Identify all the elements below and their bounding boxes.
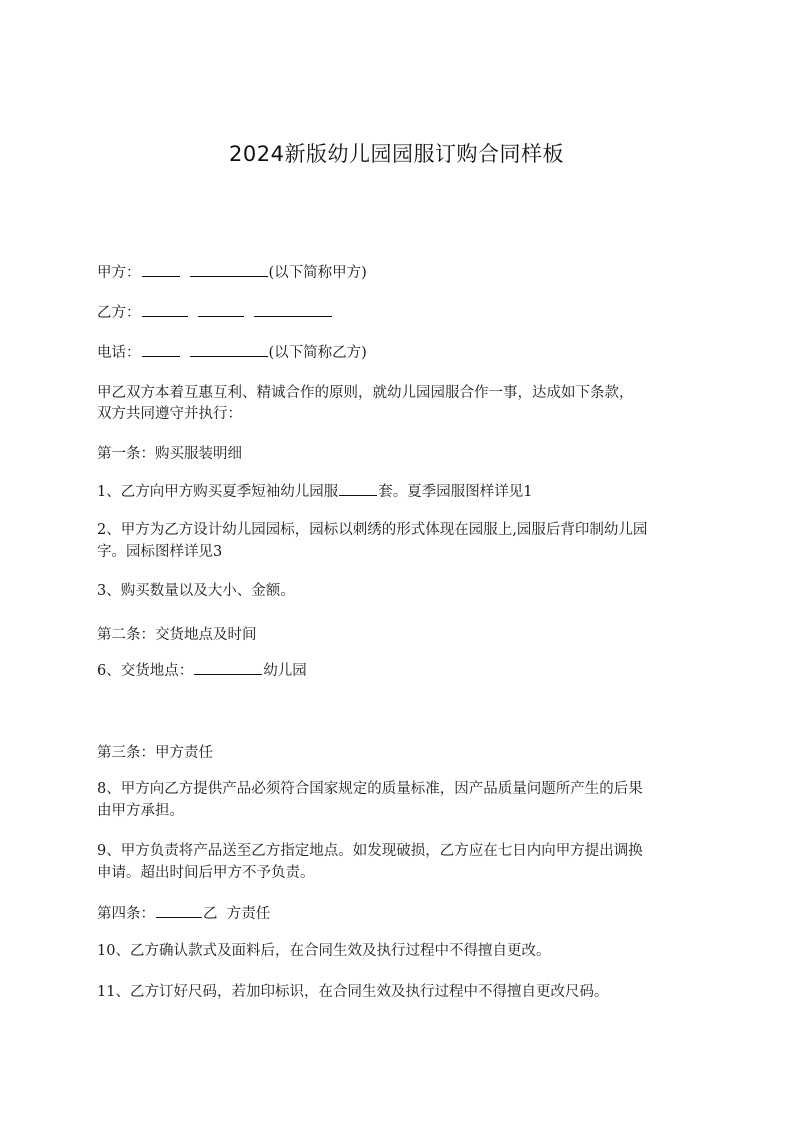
article-3-item-9-line-1: 9、甲方负责将产品送至乙方指定地点。如发现破损，乙方应在七日内向甲方提出调换 [97, 843, 643, 859]
phone-label: 电话： [97, 345, 141, 361]
party-a-suffix: (以下简称甲方) [268, 265, 367, 281]
article-1-heading: 第一条：购买服装明细 [97, 446, 242, 462]
item-1-suffix: 套。夏季园服图样详见1 [378, 484, 533, 500]
article-2-heading: 第二条：交货地点及时间 [97, 627, 257, 643]
phone-suffix: (以下简称乙方) [268, 345, 367, 361]
intro-line-2: 双方共同遵守并执行： [97, 406, 242, 422]
party-b-blank-1[interactable] [142, 302, 188, 317]
article-1-item-1 [97, 481, 707, 503]
article-4-heading-suffix: 乙 方责任 [203, 906, 271, 922]
party-b-line [97, 302, 707, 324]
party-a-blank-2[interactable] [190, 262, 268, 277]
article-4-blank[interactable] [156, 903, 202, 918]
article-4-heading [97, 903, 707, 925]
phone-blank-2[interactable] [190, 342, 268, 357]
article-4-item-11: 11、乙方订好尺码，若加印标识，在合同生效及执行过程中不得擅自更改尺码。 [97, 984, 609, 1000]
article-2-item-6 [97, 660, 707, 682]
phone-line [97, 342, 707, 364]
party-a-label: 甲方： [97, 265, 141, 281]
party-b-blank-3[interactable] [254, 302, 332, 317]
party-b-blank-2[interactable] [198, 302, 244, 317]
article-1-item-2-line-2: 字。园标图样详见3 [97, 544, 223, 560]
party-b-label: 乙方： [97, 305, 141, 321]
intro-line-1: 甲乙双方本着互惠互利、精诚合作的原则，就幼儿园园服合作一事，达成如下条款， [97, 385, 634, 401]
delivery-location-blank[interactable] [194, 660, 262, 675]
article-1-item-2-line-1: 2、甲方为乙方设计幼儿园园标，园标以刺绣的形式体现在园服上,园服后背印制幼儿园 [97, 522, 648, 538]
article-4-item-10: 10、乙方确认款式及面料后，在合同生效及执行过程中不得擅自更改。 [97, 943, 551, 959]
article-4-heading-prefix: 第四条： [97, 906, 155, 922]
article-3-item-8-line-1: 8、甲方向乙方提供产品必须符合国家规定的质量标准，因产品质量问题所产生的后果 [97, 781, 643, 797]
party-a-blank-1[interactable] [142, 262, 180, 277]
document-title: 2024新版幼儿园园服订购合同样板 [229, 142, 564, 166]
article-3-item-8-line-2: 由甲方承担。 [97, 803, 184, 819]
party-a-line [97, 262, 707, 284]
phone-blank-1[interactable] [142, 342, 180, 357]
item-6-prefix: 6、交货地点： [97, 663, 194, 679]
article-3-heading: 第三条：甲方责任 [97, 745, 213, 761]
item-1-prefix: 1、乙方向甲方购买夏季短袖幼儿园服 [97, 484, 339, 500]
item-6-suffix: 幼儿园 [263, 663, 307, 679]
article-3-item-9-line-2: 申请。超出时间后甲方不予负责。 [97, 865, 315, 881]
article-1-item-3: 3、购买数量以及大小、金额。 [97, 583, 295, 599]
quantity-blank[interactable] [339, 481, 377, 496]
